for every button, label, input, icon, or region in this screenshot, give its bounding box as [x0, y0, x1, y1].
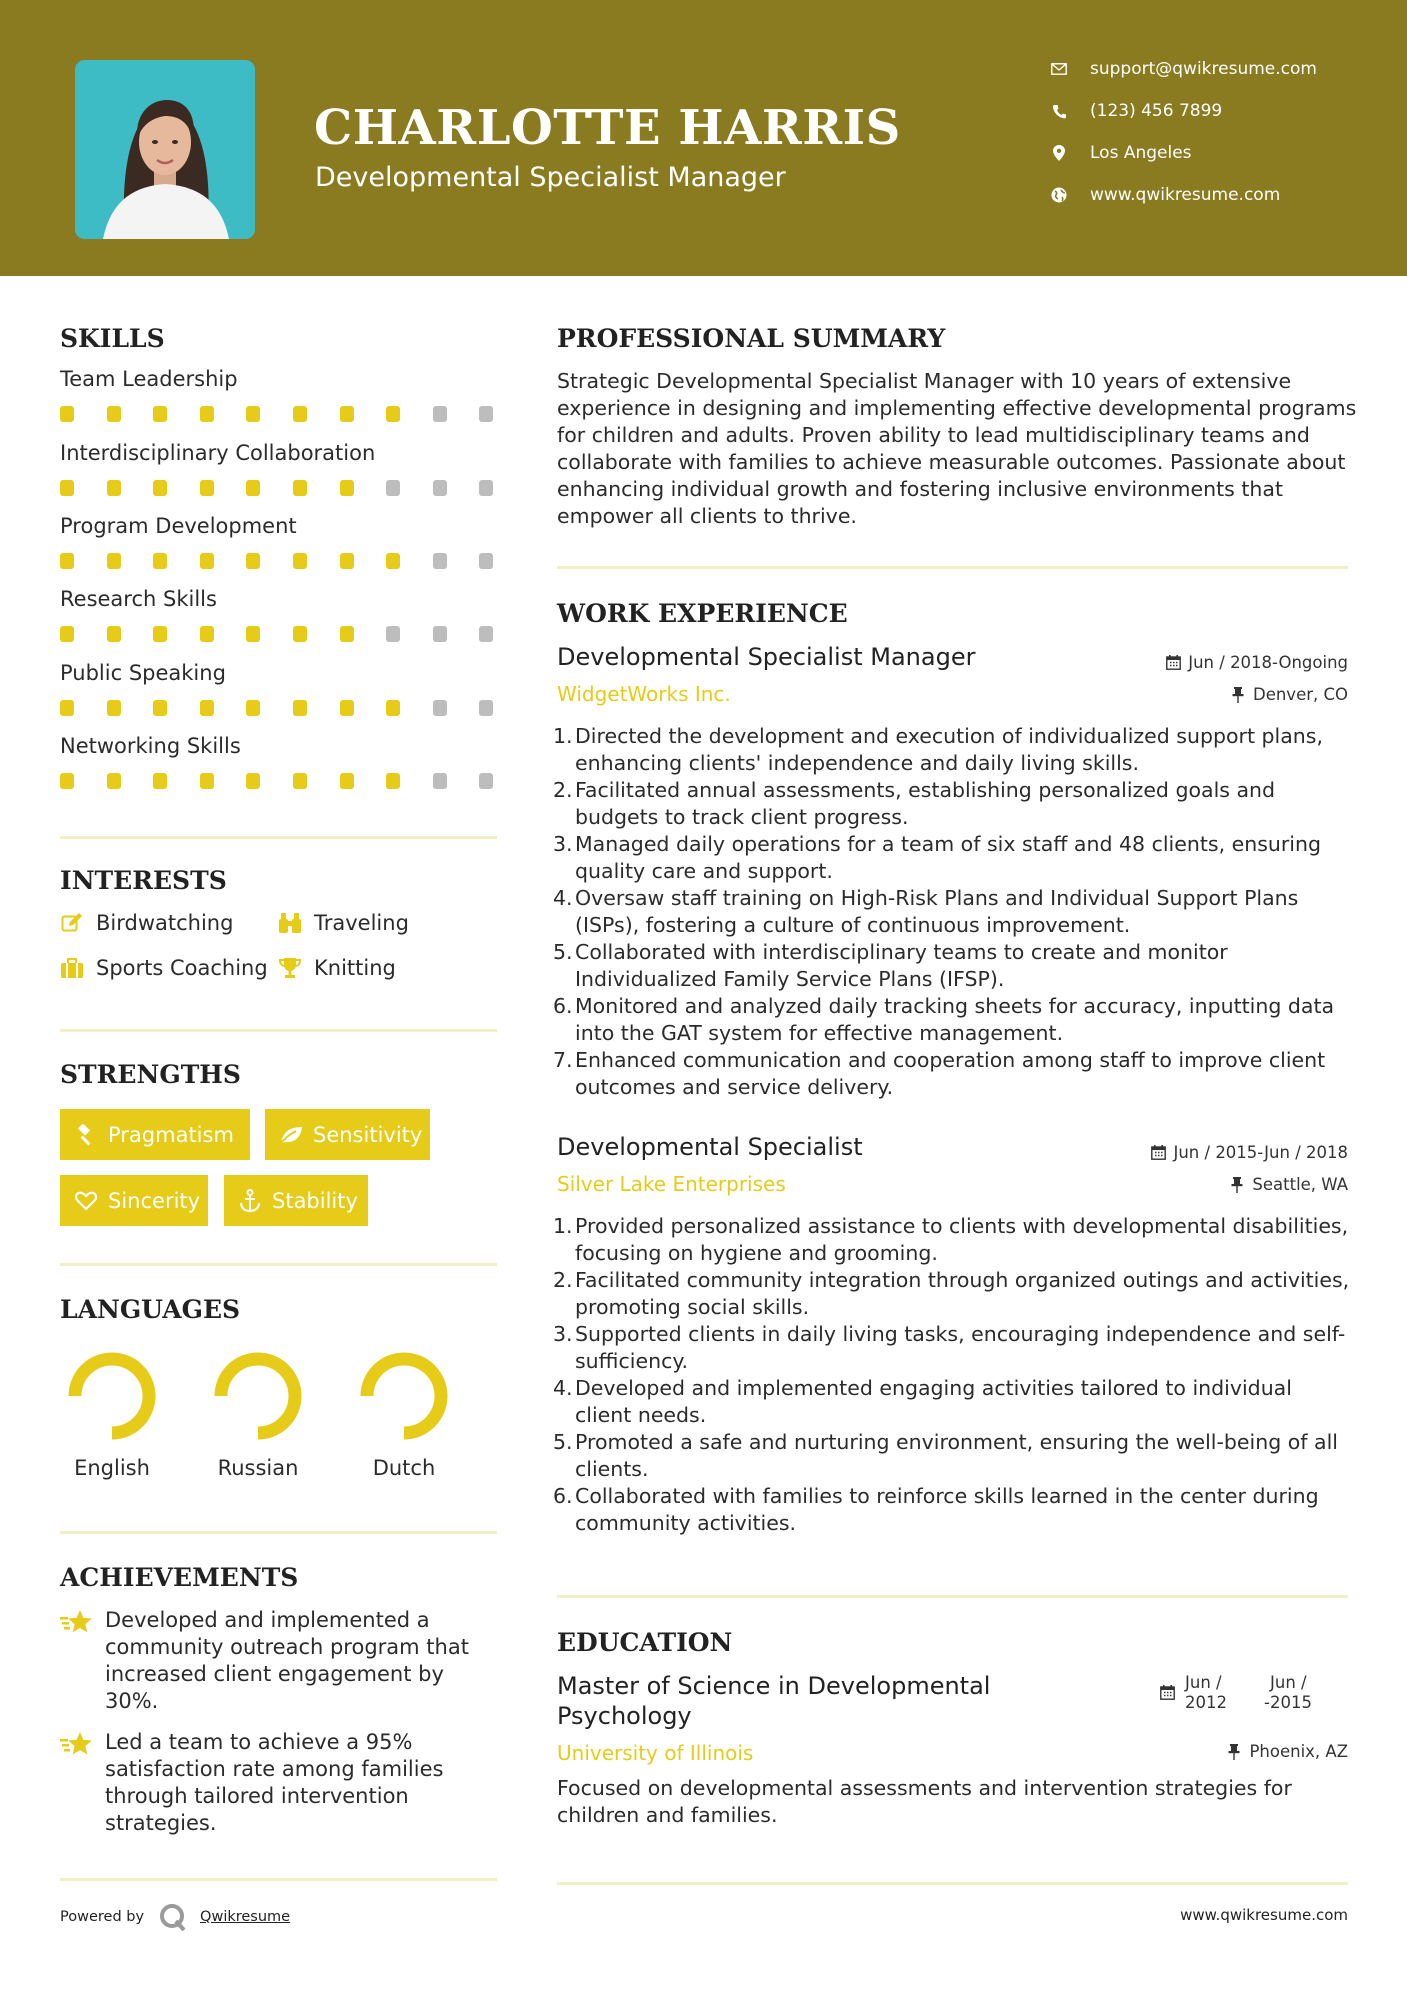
- degree-line-1: Master of Science in Developmental: [557, 1672, 991, 1700]
- skill-dot: [433, 406, 447, 422]
- skill-label: Research Skills: [60, 587, 217, 611]
- phone-icon: [1050, 102, 1068, 120]
- skill-dot: [246, 773, 260, 789]
- strength-label: Stability: [272, 1188, 358, 1213]
- footer-powered-by: [60, 1902, 290, 1932]
- job-bullet: 4. Developed and implemented engaging activities tailored to individual client needs.: [553, 1376, 1292, 1427]
- education-end-month: Jun /: [1270, 1673, 1307, 1692]
- section-divider: [557, 1595, 1348, 1598]
- pushpin-icon: [1229, 1177, 1245, 1193]
- skill-dot: [433, 480, 447, 496]
- skill-dot: [60, 406, 74, 422]
- language-ring-arc: [75, 1359, 149, 1433]
- skill-dot: [340, 406, 354, 422]
- education-start-month: Jun /: [1185, 1673, 1222, 1692]
- skill-dot: [60, 626, 74, 642]
- summary-heading: PROFESSIONAL SUMMARY: [557, 324, 946, 353]
- job-bullets: [553, 1213, 1353, 1537]
- strength-label: Pragmatism: [108, 1122, 234, 1147]
- skill-rating: [60, 406, 500, 422]
- skill-dot: [107, 553, 121, 569]
- globe-icon: [1050, 186, 1068, 204]
- contact-website[interactable]: [1050, 183, 1380, 207]
- job-title: Developmental Specialist Manager: [557, 643, 976, 671]
- achievements-heading: ACHIEVEMENTS: [60, 1563, 299, 1592]
- job-location-text: Denver, CO: [1252, 685, 1348, 704]
- skill-dot: [246, 480, 260, 496]
- star-icon: [60, 1609, 94, 1635]
- interest-item: [278, 956, 396, 980]
- strength-badge: [265, 1109, 430, 1160]
- skill-dot: [386, 480, 400, 496]
- skill-dot: [60, 553, 74, 569]
- skill-dot: [107, 626, 121, 642]
- profile-photo: [75, 60, 255, 239]
- heart-icon: [74, 1189, 98, 1213]
- binoculars-icon: [278, 911, 302, 935]
- contact-email[interactable]: [1050, 57, 1380, 81]
- job-bullet: 4. Oversaw staff training on High-Risk Plans and Individual Support Plans (ISPs), fostering a culture of continuous improvement.: [553, 886, 1299, 937]
- interest-label: Birdwatching: [96, 911, 234, 935]
- skill-dot: [479, 626, 493, 642]
- qwikresume-link[interactable]: Qwikresume: [200, 1909, 291, 1925]
- language-ring: [62, 1346, 162, 1446]
- skill-dot: [246, 553, 260, 569]
- skill-dot: [200, 700, 214, 716]
- language-ring-arc: [367, 1359, 441, 1433]
- language-label: Russian: [217, 1456, 299, 1480]
- skill-dot: [107, 480, 121, 496]
- skill-dot: [340, 773, 354, 789]
- skill-dot: [340, 626, 354, 642]
- company-name: Silver Lake Enterprises: [557, 1172, 786, 1196]
- skill-dot: [60, 480, 74, 496]
- pushpin-icon: [1230, 687, 1246, 703]
- skills-heading: SKILLS: [60, 324, 165, 353]
- strengths-heading: STRENGTHS: [60, 1060, 241, 1089]
- skill-dot: [293, 553, 307, 569]
- skill-dot: [200, 773, 214, 789]
- contact-phone[interactable]: [1050, 99, 1380, 123]
- achievement-text: Developed and implemented a community outreach program that increased client engagement by 30%.: [105, 1608, 469, 1713]
- trophy-icon: [278, 956, 302, 980]
- job-dates-text: Jun / 2018-Ongoing: [1188, 653, 1348, 672]
- skill-dot: [107, 773, 121, 789]
- contact-location-text: Los Angeles: [1090, 143, 1192, 163]
- job-bullet: 1. Directed the development and execution of individualized support plans, enhancing clients' independence and daily living skills.: [553, 724, 1323, 775]
- company-name: WidgetWorks Inc.: [557, 682, 731, 706]
- skill-dot: [60, 700, 74, 716]
- skill-label: Program Development: [60, 514, 297, 538]
- strength-badge: [224, 1175, 368, 1226]
- skill-dot: [200, 626, 214, 642]
- calendar-icon: [1160, 1685, 1175, 1705]
- skill-dot: [340, 480, 354, 496]
- language-ring: [208, 1346, 308, 1446]
- skill-dot: [293, 626, 307, 642]
- skill-dot: [433, 700, 447, 716]
- skill-dot: [479, 773, 493, 789]
- job-dates: [1165, 653, 1348, 672]
- interests-heading: INTERESTS: [60, 866, 227, 895]
- skill-dot: [153, 553, 167, 569]
- job-dates: [1150, 1143, 1348, 1162]
- contact-email-text: support@qwikresume.com: [1090, 59, 1317, 79]
- skill-dot: [200, 406, 214, 422]
- section-divider: [60, 836, 497, 839]
- skill-dot: [293, 480, 307, 496]
- section-divider: [60, 1878, 497, 1881]
- skill-dot: [153, 626, 167, 642]
- pushpin-icon: [1226, 1744, 1242, 1760]
- candidate-name: CHARLOTTE HARRIS: [314, 100, 901, 156]
- skill-dot: [246, 700, 260, 716]
- section-divider: [557, 566, 1348, 569]
- skill-dot: [153, 700, 167, 716]
- job-title: Developmental Specialist: [557, 1133, 863, 1161]
- skill-dot: [386, 773, 400, 789]
- language-label: English: [74, 1456, 150, 1480]
- strength-label: Sensitivity: [313, 1122, 423, 1147]
- skill-label: Interdisciplinary Collaboration: [60, 441, 376, 465]
- interest-label: Sports Coaching: [96, 956, 268, 980]
- qwikresume-logo-icon: [158, 1902, 188, 1932]
- skill-dot: [340, 700, 354, 716]
- skill-rating: [60, 480, 500, 496]
- skill-dot: [293, 773, 307, 789]
- education-end-year: 2015: [1270, 1693, 1312, 1712]
- job-location: [1229, 1175, 1348, 1194]
- language-item: [42, 1346, 182, 1480]
- job-bullet: 6. Monitored and analyzed daily tracking sheets for accuracy, inputting data into the GAT system for effective management.: [553, 994, 1335, 1045]
- skill-dot: [386, 700, 400, 716]
- skill-dot: [107, 406, 121, 422]
- skill-dot: [293, 700, 307, 716]
- footer-url[interactable]: www.qwikresume.com: [1180, 1906, 1348, 1924]
- interest-label: Traveling: [314, 911, 409, 935]
- job-dates-text: Jun / 2015-Jun / 2018: [1173, 1143, 1348, 1162]
- job-bullet: 5. Collaborated with interdisciplinary teams to create and monitor Individualized Family Service Plans (IFSP).: [553, 940, 1228, 991]
- language-ring: [354, 1346, 454, 1446]
- skill-rating: [60, 773, 500, 789]
- anchor-icon: [238, 1189, 262, 1213]
- skill-dot: [200, 480, 214, 496]
- skill-dot: [340, 553, 354, 569]
- education-heading: EDUCATION: [557, 1628, 733, 1657]
- section-divider: [60, 1531, 497, 1534]
- contact-phone-text: (123) 456 7899: [1090, 101, 1223, 121]
- interest-item: [60, 956, 268, 980]
- skill-rating: [60, 700, 500, 716]
- skill-dot: [479, 700, 493, 716]
- job-bullet: 2. Facilitated annual assessments, establishing personalized goals and budgets to track client progress.: [553, 778, 1276, 829]
- calendar-icon: [1150, 1145, 1166, 1161]
- briefcase-icon: [60, 956, 84, 980]
- strength-badge: [60, 1109, 250, 1160]
- skill-dot: [153, 773, 167, 789]
- skill-dot: [386, 626, 400, 642]
- summary-text: Strategic Developmental Specialist Manager with 10 years of extensive experience in designing and implementing effective developmental programs for children and adults. Proven ability to lead multidisciplinary teams and collaborate with families to achieve measurable outcomes. Passionate about enhancing individual growth and fostering inclusive environments that empower all clients to thrive.: [557, 369, 1357, 528]
- skill-dot: [386, 406, 400, 422]
- gavel-icon: [74, 1123, 98, 1147]
- skill-dot: [433, 553, 447, 569]
- job-bullet: 1. Provided personalized assistance to clients with developmental disabilities, focusing on hygiene and grooming.: [553, 1214, 1349, 1265]
- skill-dot: [246, 406, 260, 422]
- envelope-icon: [1050, 60, 1068, 78]
- skill-dot: [293, 406, 307, 422]
- skill-dot: [479, 553, 493, 569]
- degree-line-2: Psychology: [557, 1702, 692, 1730]
- language-ring-arc: [221, 1359, 295, 1433]
- skill-dot: [433, 773, 447, 789]
- education-location: [1226, 1742, 1348, 1761]
- section-divider: [60, 1263, 497, 1266]
- language-item: [334, 1346, 474, 1480]
- job-location: [1230, 685, 1348, 704]
- job-bullets: [553, 723, 1353, 1101]
- school-name: University of Illinois: [557, 1741, 754, 1765]
- skill-dot: [153, 406, 167, 422]
- skill-label: Networking Skills: [60, 734, 241, 758]
- job-bullet: 6. Collaborated with families to reinforce skills learned in the center during community activities.: [553, 1484, 1319, 1535]
- powered-by-label: Powered by: [60, 1909, 145, 1925]
- language-item: [188, 1346, 328, 1480]
- header-banner: [0, 0, 1407, 276]
- strength-badge: [60, 1175, 208, 1226]
- section-divider: [60, 1029, 497, 1032]
- skill-dot: [246, 626, 260, 642]
- job-location-text: Seattle, WA: [1252, 1175, 1348, 1194]
- pencil-icon: [60, 911, 84, 935]
- skill-dot: [60, 773, 74, 789]
- calendar-icon: [1165, 655, 1181, 671]
- interest-item: [278, 911, 409, 935]
- contact-website-text: www.qwikresume.com: [1090, 185, 1281, 205]
- education-description: Focused on developmental assessments and intervention strategies for children and families.: [557, 1776, 1292, 1827]
- skill-dot: [433, 626, 447, 642]
- skill-label: Public Speaking: [60, 661, 226, 685]
- contact-location: [1050, 141, 1380, 165]
- star-icon: [60, 1731, 94, 1757]
- interest-item: [60, 911, 233, 935]
- skill-dot: [479, 480, 493, 496]
- skill-dot: [107, 700, 121, 716]
- leaf-icon: [279, 1123, 303, 1147]
- job-bullet: 5. Promoted a safe and nurturing environment, ensuring the well-being of all clients.: [553, 1430, 1338, 1481]
- skill-dot: [153, 480, 167, 496]
- experience-heading: WORK EXPERIENCE: [557, 599, 848, 628]
- education-start-year: 2012: [1185, 1693, 1227, 1712]
- job-bullet: 3. Supported clients in daily living tasks, encouraging independence and self-sufficiency.: [553, 1322, 1346, 1373]
- interest-label: Knitting: [314, 956, 396, 980]
- languages-heading: LANGUAGES: [60, 1295, 241, 1324]
- skill-rating: [60, 553, 500, 569]
- language-label: Dutch: [372, 1456, 436, 1480]
- candidate-title: Developmental Specialist Manager: [315, 162, 786, 193]
- skill-label: Team Leadership: [60, 367, 238, 391]
- education-dates: Jun / 2012 Jun / - 2015: [1160, 1673, 1350, 1715]
- strength-label: Sincerity: [108, 1188, 201, 1213]
- education-location-text: Phoenix, AZ: [1249, 1742, 1348, 1761]
- map-pin-icon: [1050, 144, 1068, 162]
- job-bullet: 7. Enhanced communication and cooperation among staff to improve client outcomes and service delivery.: [553, 1048, 1326, 1099]
- job-bullet: 2. Facilitated community integration through organized outings and activities, promoting social skills.: [553, 1268, 1350, 1319]
- section-divider: [557, 1882, 1348, 1885]
- skill-dot: [386, 553, 400, 569]
- achievement-text: Led a team to achieve a 95% satisfaction rate among families through tailored intervention strategies.: [105, 1730, 444, 1835]
- skill-rating: [60, 626, 500, 642]
- skill-dot: [479, 406, 493, 422]
- skill-dot: [200, 553, 214, 569]
- job-bullet: 3. Managed daily operations for a team of six staff and 48 clients, ensuring quality care and support.: [553, 832, 1322, 883]
